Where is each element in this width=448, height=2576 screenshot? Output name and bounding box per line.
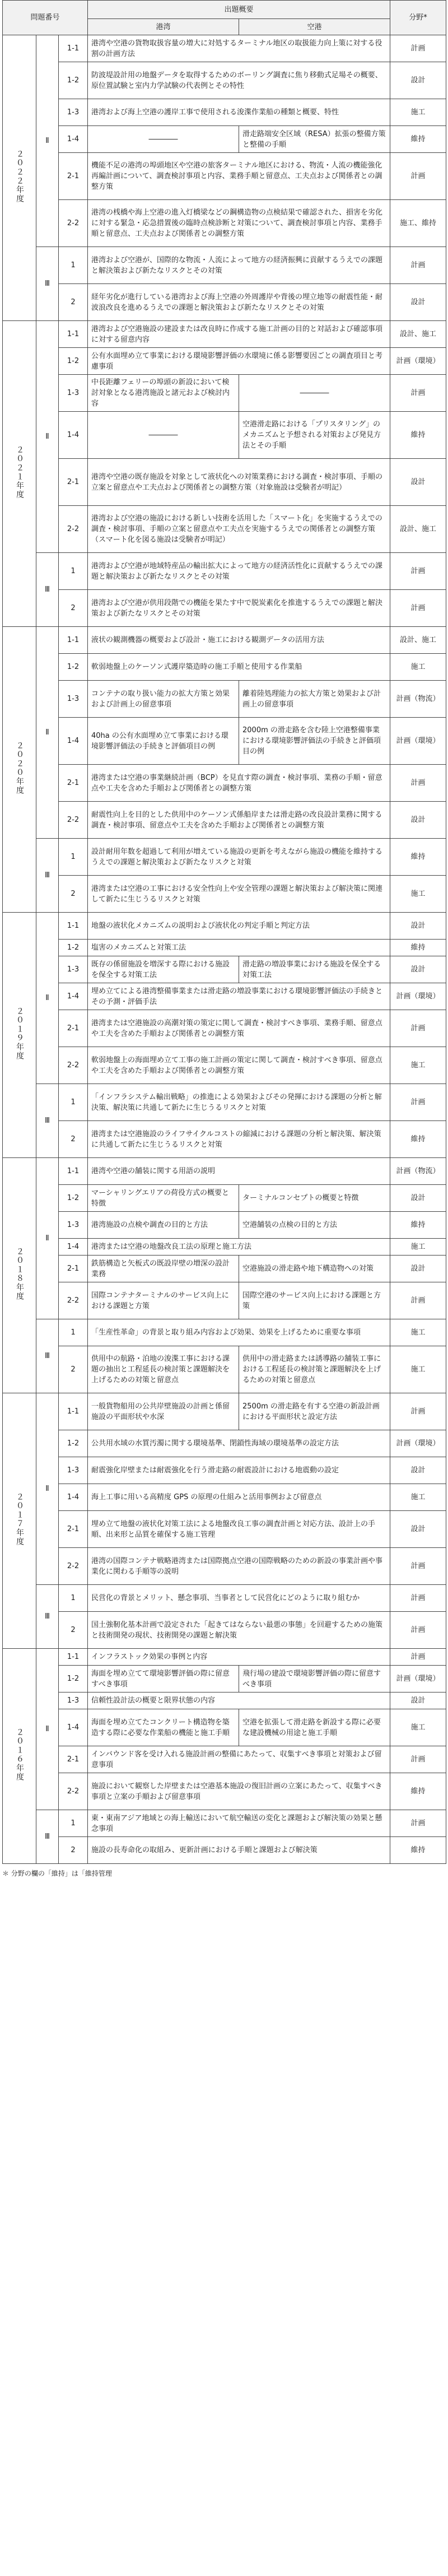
summary-port: コンテナの取り扱い能力の拡大方策と効果および計画上の留意事項 — [88, 681, 239, 718]
field-cell: 計画（環境） — [390, 1666, 446, 1692]
fiscal-year-cell — [3, 627, 36, 913]
question-number: 1 — [59, 839, 88, 876]
question-number: 1 — [59, 1319, 88, 1346]
question-number: 1-1 — [59, 1649, 88, 1666]
summary-port: 港湾施設の点検や調査の目的と方法 — [88, 1212, 239, 1239]
section-cell: Ⅲ — [36, 1084, 59, 1158]
question-number: 1 — [59, 1585, 88, 1612]
table-row — [3, 200, 446, 247]
field-cell: 計画（物流） — [390, 1158, 446, 1185]
field-cell: 計画（環境） — [390, 718, 446, 765]
field-cell: 設計 — [390, 956, 446, 983]
summary-common: 公有水面埋め立て事業における環境影響評価の水環境に係る影響要因ごとの調査項目と考慮事項 — [88, 348, 390, 375]
table-row — [3, 1047, 446, 1084]
question-number: 1-4 — [59, 1484, 88, 1511]
question-number: 1-2 — [59, 348, 88, 375]
field-cell: 施工 — [390, 99, 446, 126]
question-number: 1-3 — [59, 956, 88, 983]
table-row — [3, 765, 446, 802]
section-cell: Ⅲ — [36, 1585, 59, 1649]
question-number: 1-4 — [59, 126, 88, 153]
question-number: 1-4 — [59, 718, 88, 765]
table-row — [3, 1612, 446, 1649]
question-number: 2 — [59, 1121, 88, 1158]
question-number: 2-1 — [59, 1256, 88, 1282]
table-row — [3, 1746, 446, 1773]
section-cell: Ⅱ — [36, 913, 59, 1084]
field-cell: 施工 — [390, 876, 446, 913]
table-row — [3, 1773, 446, 1810]
fiscal-year-label: ２０２０年度 — [15, 741, 24, 795]
summary-port: 海面を埋め立てて環境影響評価の際に留意すべき事項 — [88, 1666, 239, 1692]
fiscal-year-cell — [3, 1158, 36, 1393]
header-airport: 空港 — [239, 19, 390, 35]
fiscal-year-cell — [3, 1649, 36, 1864]
field-cell: 計画 — [390, 1548, 446, 1585]
summary-common: 軟弱地盤上のケーソン式護岸築造時の施工手順と使用する作業船 — [88, 654, 390, 681]
question-number: 1-2 — [59, 940, 88, 956]
summary-common: 港湾や空港の貨物取扱容量の増大に対処するターミナル地区の取扱能力向上策に対する役割の計画方法 — [88, 35, 390, 62]
header-field: 分野* — [390, 1, 446, 35]
summary-common: 機能不足の港湾の埠頭地区や空港の旅客ターミナル地区における、物流・人流の機能強化再編計画について、調査検討事項と内容、業務手順と留意点、工夫点および関係者との調整方策 — [88, 153, 390, 200]
table-row — [3, 1837, 446, 1864]
section-cell: Ⅲ — [36, 1810, 59, 1864]
summary-common: 経年劣化が進行している港湾および海上空港の外周護岸や背後の埋立地等の耐震性能・耐波浪改良を進めるうえでの課題と解決策および新たなリスクとその対策 — [88, 284, 390, 321]
field-cell: 施工 — [390, 1319, 446, 1346]
section-cell: Ⅱ — [36, 1158, 59, 1319]
summary-port: 中長距離フェリーの埠頭の新設において検討対象となる港湾施設と諸元および検討内容 — [88, 375, 239, 412]
table-row — [3, 321, 446, 348]
summary-port: ―――― — [88, 412, 239, 459]
summary-port: 供用中の航路・泊地の浚渫工事における課題の抽出と工程延長の検討策と課題解決を上げるための対策と留意点 — [88, 1346, 239, 1393]
table-row — [3, 802, 446, 839]
summary-port: マーシャリングエリアの荷役方式の概要と特徴 — [88, 1185, 239, 1212]
summary-common: 設計耐用年数を超過して利用が増えている施設の更新を考えながら施設の機能を維持するうえでの課題と解決策および新たなリスクと対策 — [88, 839, 390, 876]
field-cell: 設計 — [390, 459, 446, 506]
summary-airport: 空港滑走路における「プリスタリング」のメカニズムと予想される対策および発見方法とその手順 — [239, 412, 390, 459]
summary-common: 港湾および空港が地域特産品の輸出拡大によって地方の経済活性化に貢献するうえでの課題と解決策および新たなリスクとその対策 — [88, 553, 390, 590]
summary-common: 耐震性向上を目的とした供用中のケーソン式係船岸または滑走路の改良設計業務に関する調査・検討事項、留意点や工夫を含めた手順および関係者との調整方策 — [88, 802, 390, 839]
section-cell: Ⅲ — [36, 247, 59, 321]
field-cell: 施工 — [390, 1239, 446, 1256]
question-number: 2-2 — [59, 802, 88, 839]
question-number: 1-1 — [59, 321, 88, 348]
question-number: 1-3 — [59, 375, 88, 412]
question-number: 1-2 — [59, 1430, 88, 1457]
summary-common: 耐震強化岸壁または耐震強化を行う滑走路の耐震設計における地震動の設定 — [88, 1457, 390, 1484]
field-cell: 維持 — [390, 1773, 446, 1810]
table-row — [3, 1121, 446, 1158]
table-row — [3, 1548, 446, 1585]
field-cell: 維持 — [390, 839, 446, 876]
fiscal-year-label: ２０１７年度 — [15, 1492, 24, 1546]
summary-airport: 飛行場の建設で環境影響評価の際に留意すべき事項 — [239, 1666, 390, 1692]
header-question-number: 問題番号 — [3, 1, 88, 35]
summary-airport: 2500m の滑走路を有する空港の新設計画における平面形状と設定方法 — [239, 1393, 390, 1430]
summary-common: 港湾の国際コンテナ戦略港湾または国際拠点空港の国際戦略のための新設の事業計画や事業化に関わる手順等の説明 — [88, 1548, 390, 1585]
question-number: 2 — [59, 284, 88, 321]
question-number: 2-2 — [59, 1047, 88, 1084]
table-row — [3, 627, 446, 654]
summary-common: 海上工事に用いる高精度 GPS の原理の仕組みと活用事例および留意点 — [88, 1484, 390, 1511]
table-row — [3, 247, 446, 284]
table-row — [3, 1666, 446, 1692]
fiscal-year-label: ２０２１年度 — [15, 445, 24, 499]
question-number: 2-1 — [59, 765, 88, 802]
summary-common: 港湾や空港の既存施設を対象として液状化への対策業務における調査・検討事項、手順の立案と留意点や工夫点および関係者との調整方策（対象施設は受験者が明記） — [88, 459, 390, 506]
summary-common: 港湾または空港の工事における安全性向上や安全管理の課題と解決策および解決策に関連して新たに生じうるリスクと対策 — [88, 876, 390, 913]
summary-common: 港湾または空港施設の高潮対策の策定に関して調査・検討すべき事項、業務手順、留意点や工夫を含めた手順および関係者との調整方策 — [88, 1010, 390, 1047]
table-row — [3, 153, 446, 200]
field-cell: 維持 — [390, 1121, 446, 1158]
summary-port: 鉄筋構造と矢板式の既設岸壁の増深の設計業務 — [88, 1256, 239, 1282]
fiscal-year-label: ２０１８年度 — [15, 1247, 24, 1301]
table-row — [3, 412, 446, 459]
question-number: 2-2 — [59, 1548, 88, 1585]
section-cell: Ⅱ — [36, 35, 59, 247]
question-number: 1-1 — [59, 1393, 88, 1430]
summary-common: 民営化の背景とメリット、懸念事項、当事者として民営化にどのように取り組むか — [88, 1585, 390, 1612]
field-cell: 計画 — [390, 765, 446, 802]
question-number: 2-2 — [59, 1282, 88, 1319]
table-row — [3, 126, 446, 153]
field-cell: 計画 — [390, 1585, 446, 1612]
section-cell: Ⅲ — [36, 839, 59, 913]
summary-common: 港湾の桟橋や海上空港の進入灯橋梁などの鋼構造物の点検結果で確認された、損害を劣化に対する緊急・応急措置後の臨時点検診断と対策について、調査検討事項と内容、業務手順と留意点、工夫点および関係者との調整方策 — [88, 200, 390, 247]
table-row — [3, 348, 446, 375]
field-cell: 計画 — [390, 375, 446, 412]
table-row — [3, 681, 446, 718]
table-row — [3, 876, 446, 913]
field-cell: 施工 — [390, 654, 446, 681]
question-number: 1-2 — [59, 62, 88, 99]
question-number: 1-3 — [59, 1457, 88, 1484]
table-row — [3, 1810, 446, 1837]
summary-airport: 2000m の滑走路を含む陸上空港整備事業における環境影響評価法の手続きと評価項目の例 — [239, 718, 390, 765]
fiscal-year-cell — [3, 913, 36, 1158]
field-cell: 施工 — [390, 1709, 446, 1746]
summary-common: 港湾や空港の舗装に関する用語の説明 — [88, 1158, 390, 1185]
table-row — [3, 1393, 446, 1430]
summary-common: 塩害のメカニズムと対策工法 — [88, 940, 390, 956]
section-cell: Ⅱ — [36, 1393, 59, 1585]
table-row — [3, 459, 446, 506]
question-number: 1-2 — [59, 1666, 88, 1692]
question-number: 1-4 — [59, 1239, 88, 1256]
question-number: 2-1 — [59, 1746, 88, 1773]
summary-port: 海面を埋め立てたコンクリート構造物を築造する際に必要な作業船の機能と施工手順 — [88, 1709, 239, 1746]
field-cell: 維持 — [390, 1212, 446, 1239]
fiscal-year-cell — [3, 321, 36, 627]
summary-airport: 空港施設の滑走路や地下構造物への対策 — [239, 1256, 390, 1282]
question-number: 2 — [59, 1837, 88, 1864]
field-cell: 設計 — [390, 1457, 446, 1484]
table-row — [3, 1319, 446, 1346]
table-row — [3, 553, 446, 590]
summary-common: 港湾および空港の施設における新しい技術を活用した「スマート化」を実施するうえでの調査・検討事項、手順の立案と留意点や工夫点を実施するうえでの関係者との調整方策（スマート化を図る施設は受験者が明記） — [88, 506, 390, 553]
field-cell: 計画 — [390, 1746, 446, 1773]
table-row — [3, 1282, 446, 1319]
summary-airport: 離着陸処理能力の拡大方策と効果および計画上の留意事項 — [239, 681, 390, 718]
table-row — [3, 1256, 446, 1282]
table-row — [3, 718, 446, 765]
field-cell: 維持 — [390, 126, 446, 153]
table-row — [3, 1511, 446, 1548]
field-cell: 計画 — [390, 590, 446, 627]
field-cell: 設計、施工 — [390, 627, 446, 654]
fiscal-year-label: ２０１６年度 — [15, 1727, 24, 1782]
summary-common: 軟弱地盤上の海面埋め立て工事の施工計画の策定に関して調査・検討すべき事項、留意点や工夫を含めた手順および関係者との調整方策 — [88, 1047, 390, 1084]
table-row — [3, 35, 446, 62]
summary-airport: 空港舗装の点検の目的と方法 — [239, 1212, 390, 1239]
question-number: 1-3 — [59, 1212, 88, 1239]
summary-common: 公共用水域の水質汚濁に関する環境基準、閉鎖性海域の環境基準の設定方法 — [88, 1430, 390, 1457]
question-number: 1 — [59, 553, 88, 590]
question-number: 2-1 — [59, 459, 88, 506]
question-number: 2-2 — [59, 506, 88, 553]
field-cell: 計画 — [390, 1810, 446, 1837]
summary-airport: 空港を拡張して滑走路を新設する際に必要な建設機械の用途と施工手順 — [239, 1709, 390, 1746]
field-cell: 施工 — [390, 1484, 446, 1511]
table-row — [3, 1084, 446, 1121]
summary-common: 国土強靭化基本計画で設定された「起きてはならない最悪の事態」を回避するための施策と技術開発の現状、技術開発の課題と解決策 — [88, 1612, 390, 1649]
summary-airport: 滑走路端安全区域（RESA）拡張の整備方策と整備の手順 — [239, 126, 390, 153]
summary-common: 施設において観察した岸壁または空港基本施設の復旧計画の立案にあたって、収集すべき事項と立案の手順および留意事項 — [88, 1773, 390, 1810]
summary-common: 地盤の液状化メカニズムの説明および液状化の判定手順と判定方法 — [88, 913, 390, 940]
table-row — [3, 62, 446, 99]
summary-airport: ターミナルコンセプトの概要と特徴 — [239, 1185, 390, 1212]
summary-common: 液状の観測機器の概要および設計・施工における観測データの活用方法 — [88, 627, 390, 654]
field-cell: 設計 — [390, 1185, 446, 1212]
question-number: 2-1 — [59, 1511, 88, 1548]
summary-airport: ―――― — [239, 375, 390, 412]
summary-common: 埋め立て地盤の液状化対策工法による地盤改良工事の調査計画と対応方法、設計上の手順、出来形と品質を確保する施工管理 — [88, 1511, 390, 1548]
summary-common: 港湾および海上空港の護岸工事で使用される浚渫作業船の種類と概要、特性 — [88, 99, 390, 126]
field-cell: 計画 — [390, 153, 446, 200]
field-cell: 計画（環境） — [390, 983, 446, 1010]
section-cell: Ⅲ — [36, 553, 59, 627]
table-row — [3, 1158, 446, 1185]
header-summary: 出題概要 — [88, 1, 390, 19]
table-row — [3, 1346, 446, 1393]
question-number: 2-2 — [59, 200, 88, 247]
field-cell: 維持 — [390, 1837, 446, 1864]
field-cell: 施工 — [390, 1047, 446, 1084]
summary-common: 港湾および空港が供用段階での機能を果たす中で脱炭素化を推進するうえでの課題と解決策および新たなリスクとその対策 — [88, 590, 390, 627]
table-row — [3, 375, 446, 412]
field-cell: 設計 — [390, 1692, 446, 1709]
question-number: 1 — [59, 1810, 88, 1837]
question-number: 1-3 — [59, 681, 88, 718]
header-port: 港湾 — [88, 19, 239, 35]
summary-common: 港湾または空港施設のライフサイクルコストの縮減における課題の分析と解決策、解決策に共通して新たに生じうるリスクと対策 — [88, 1121, 390, 1158]
table-row — [3, 1692, 446, 1709]
field-cell: 計画 — [390, 1010, 446, 1047]
summary-port: 国際コンテナターミナルのサービス向上における課題と方策 — [88, 1282, 239, 1319]
table-row — [3, 1430, 446, 1457]
summary-common: 「インフラシステム輸出戦略」の推進による効果およびその発揮における課題の分析と解決策、解決策に共通して新たに生じうるリスクと対策 — [88, 1084, 390, 1121]
table-row — [3, 1484, 446, 1511]
question-number: 2-2 — [59, 1773, 88, 1810]
question-number: 1-1 — [59, 35, 88, 62]
field-cell: 設計 — [390, 913, 446, 940]
table-row — [3, 1457, 446, 1484]
fiscal-year-label: ２０１９年度 — [15, 1006, 24, 1061]
table-row — [3, 654, 446, 681]
table-row — [3, 913, 446, 940]
question-number: 2 — [59, 1346, 88, 1393]
question-number: 1-1 — [59, 1158, 88, 1185]
question-number: 2 — [59, 590, 88, 627]
table-row — [3, 1709, 446, 1746]
section-cell: Ⅱ — [36, 321, 59, 553]
summary-common: 港湾または空港の地盤改良工法の原理と施工方法 — [88, 1239, 390, 1256]
summary-airport: 供用中の滑走路または誘導路の舗装工事における工程延長の検討策と課題解決を上げるための対策と留意点 — [239, 1346, 390, 1393]
question-number: 1-4 — [59, 412, 88, 459]
field-cell: 計画 — [390, 1649, 446, 1666]
summary-common: 東・東南アジア地域との海上輸送において航空輸送の変化と課題および解決策の効果と懸念事項 — [88, 1810, 390, 1837]
question-number: 2 — [59, 1612, 88, 1649]
field-cell: 計画（物流） — [390, 681, 446, 718]
question-number: 1-2 — [59, 1185, 88, 1212]
question-number: 1-4 — [59, 983, 88, 1010]
table-body — [3, 35, 446, 1864]
field-cell: 計画 — [390, 35, 446, 62]
field-cell: 計画 — [390, 1612, 446, 1649]
field-cell: 設計 — [390, 62, 446, 99]
table-row — [3, 940, 446, 956]
section-cell: Ⅱ — [36, 627, 59, 839]
table-row — [3, 1585, 446, 1612]
field-cell: 設計 — [390, 1511, 446, 1548]
table-row — [3, 99, 446, 126]
summary-common: インフラストック効果の事例と内容 — [88, 1649, 390, 1666]
table-row — [3, 983, 446, 1010]
field-cell: 計画 — [390, 1393, 446, 1430]
table-row — [3, 956, 446, 983]
summary-common: 港湾および空港が、国際的な物流・人流によって地方の経済振興に貢献するうえでの課題と解決策および新たなリスクとその対策 — [88, 247, 390, 284]
question-number: 1-2 — [59, 654, 88, 681]
field-cell: 計画 — [390, 247, 446, 284]
table-row — [3, 839, 446, 876]
fiscal-year-label: ２０２２年度 — [15, 149, 24, 203]
field-cell: 維持 — [390, 940, 446, 956]
field-cell: 施工 — [390, 1346, 446, 1393]
table-row — [3, 1649, 446, 1666]
table-row — [3, 1185, 446, 1212]
summary-common: 港湾または空港の事業継続計画（BCP）を見直す際の調査・検討事項、業務の手順・留意点や工夫を含めた手順および関係者との調整方策 — [88, 765, 390, 802]
field-cell: 計画 — [390, 1084, 446, 1121]
field-cell: 計画（環境） — [390, 1430, 446, 1457]
question-number: 1-1 — [59, 627, 88, 654]
field-cell: 計画（環境） — [390, 348, 446, 375]
summary-common: 港湾および空港施設の建設または改良時に作成する施工計画の目的と対話および確認事項に対する留意内容 — [88, 321, 390, 348]
summary-airport: 国際空港のサービス向上における課題と方策 — [239, 1282, 390, 1319]
summary-port: 40ha の公有水面埋め立て事業における環境影響評価法の手続きと評価項目の例 — [88, 718, 239, 765]
summary-common: 埋め立てによる港湾整備事業または滑走路の増設事業における環境影響評価法の手続きとその予測・評価手法 — [88, 983, 390, 1010]
summary-airport: 滑走路の増設事業における施設を保全する対策工法 — [239, 956, 390, 983]
field-cell: 計画 — [390, 1282, 446, 1319]
question-number: 1-4 — [59, 1709, 88, 1746]
question-number: 1-3 — [59, 1692, 88, 1709]
field-cell: 設計 — [390, 1256, 446, 1282]
table-row — [3, 590, 446, 627]
section-cell: Ⅲ — [36, 1319, 59, 1393]
field-cell: 設計、施工 — [390, 506, 446, 553]
field-cell: 設計、施工 — [390, 321, 446, 348]
question-number: 1-1 — [59, 913, 88, 940]
question-number: 2-1 — [59, 153, 88, 200]
table-header — [3, 1, 446, 35]
table-row — [3, 1010, 446, 1047]
question-number: 1 — [59, 1084, 88, 1121]
summary-port: 既存の係留施設を増深する際における施設を保全する対策工法 — [88, 956, 239, 983]
exam-topics-table — [2, 0, 446, 1864]
footnote: ＊ 分野の欄の「維持」は「維持管理 — [2, 1870, 112, 1877]
table-row — [3, 506, 446, 553]
field-cell: 設計 — [390, 802, 446, 839]
fiscal-year-cell — [3, 1393, 36, 1649]
table-row — [3, 1212, 446, 1239]
summary-common: 施設の長寿命化の取組み、更新計画における手順と課題および解決策 — [88, 1837, 390, 1864]
summary-port: ―――― — [88, 126, 239, 153]
fiscal-year-cell — [3, 35, 36, 321]
question-number: 2 — [59, 876, 88, 913]
table-row — [3, 284, 446, 321]
question-number: 1 — [59, 247, 88, 284]
table-row — [3, 1239, 446, 1256]
field-cell: 設計 — [390, 284, 446, 321]
field-cell: 施工、維持 — [390, 200, 446, 247]
summary-common: 信頼性設計法の概要と限界状態の内容 — [88, 1692, 390, 1709]
summary-common: 「生産性革命」の背景と取り組み内容および効果、効果を上げるために重要な事項 — [88, 1319, 390, 1346]
question-number: 2-1 — [59, 1010, 88, 1047]
summary-port: 一般貨物船用の公共岸壁施設の計画と係留施設の平面形状や水深 — [88, 1393, 239, 1430]
field-cell: 維持 — [390, 412, 446, 459]
field-cell: 計画 — [390, 553, 446, 590]
section-cell: Ⅱ — [36, 1649, 59, 1810]
summary-common: 防波堤設計用の地盤データを取得するためのボーリング調査に焦り移動式足場その概要、原位置試験と室内力学試験の代表例とその特性 — [88, 62, 390, 99]
question-number: 1-3 — [59, 99, 88, 126]
summary-common: インバウンド客を受け入れる施設計画の整備にあたって、収集すべき事項と対策および留意事項 — [88, 1746, 390, 1773]
